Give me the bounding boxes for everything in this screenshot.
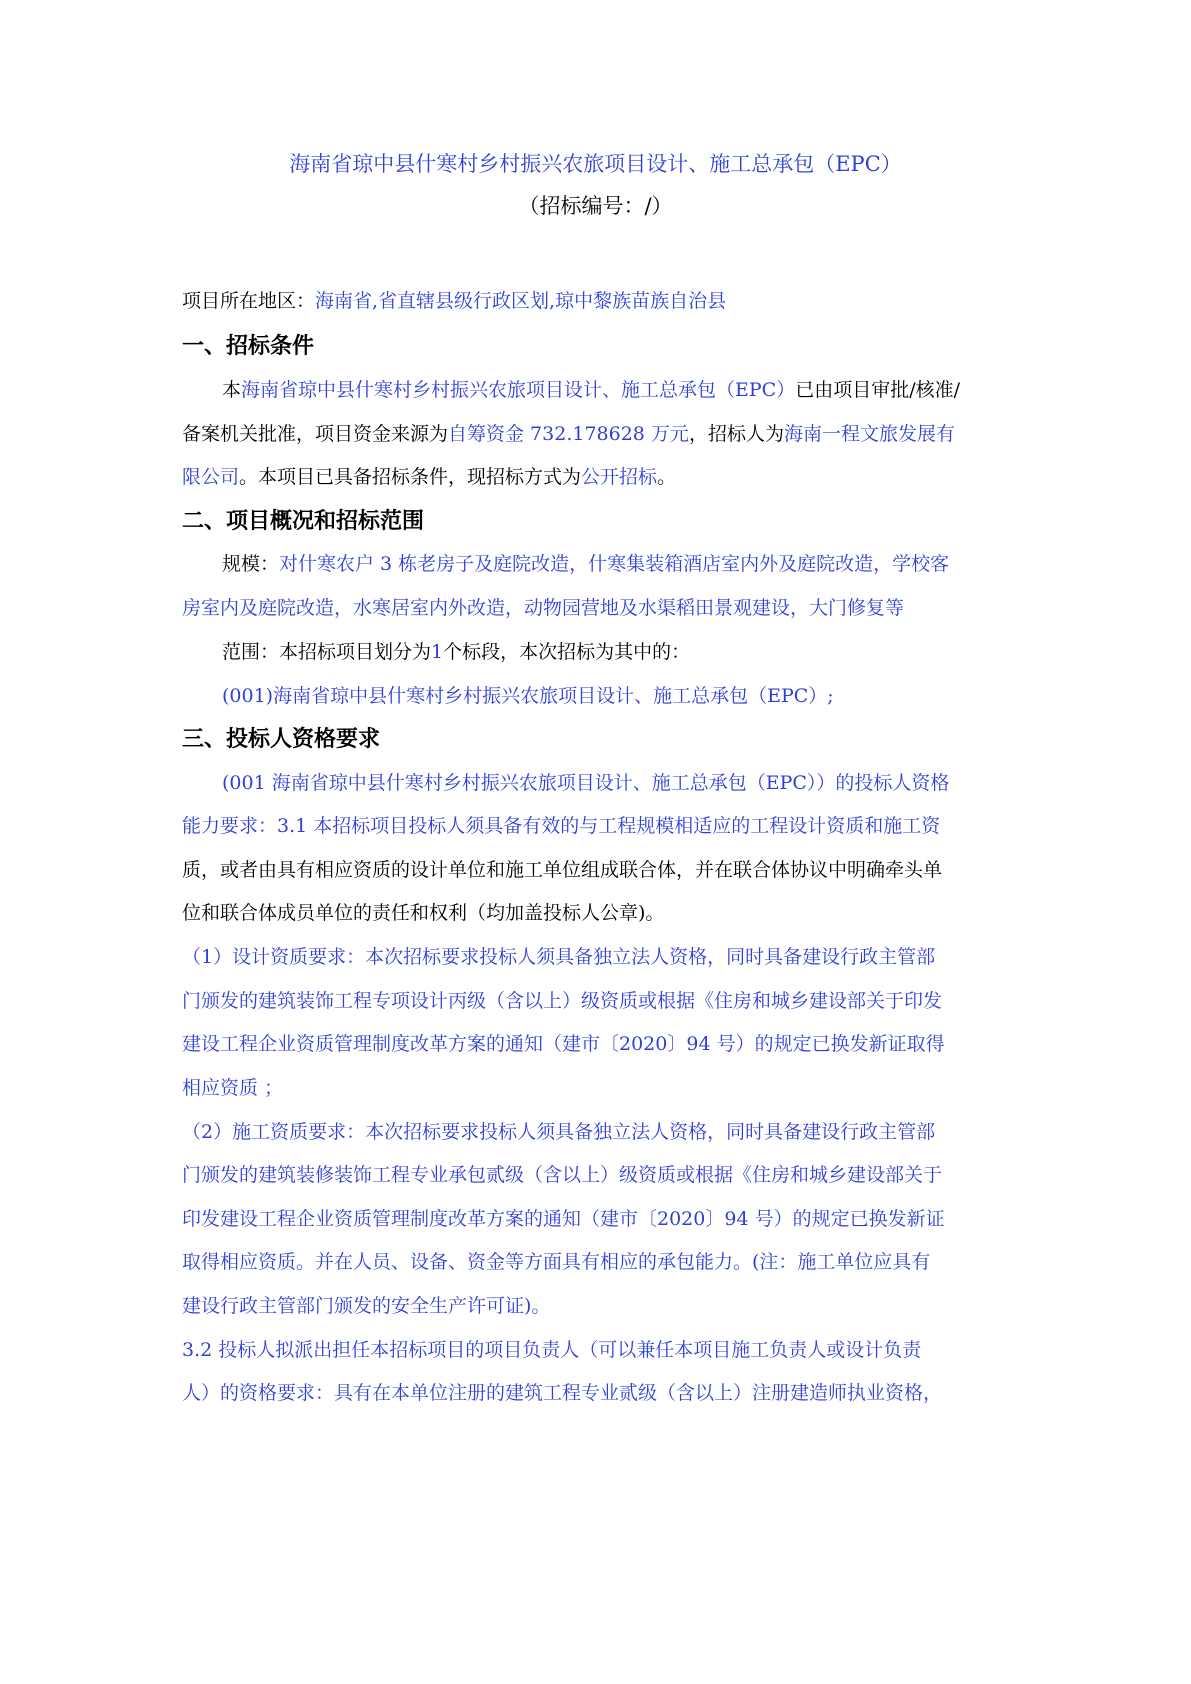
section-1-line-2 [182, 421, 955, 447]
requirement-line: 位和联合体成员单位的责任和权利（均加盖投标人公章)。 [182, 902, 665, 924]
text-run: 范围：本招标项目划分为 [222, 641, 432, 663]
requirement-line: 3.2 投标人拟派出担任本招标项目的项目负责人（可以兼任本项目施工负责人或设计负责 [182, 1339, 922, 1361]
requirement-line: 印发建设工程企业资质管理制度改革方案的通知（建市〔2020〕94 号）的规定已换发新证 [182, 1208, 945, 1230]
funding-source: 自筹资金 732.178628 万元 [448, 423, 689, 445]
requirement-line: 门颁发的建筑装修装饰工程专业承包贰级（含以上）级资质或根据《住房和城乡建设部关于 [182, 1164, 943, 1186]
requirement-line: （2）施工资质要求：本次招标要求投标人须具备独立法人资格，同时具备建设行政主管部 [182, 1121, 936, 1143]
section-1-line-1 [222, 377, 960, 403]
location-value: 海南省,省直辖县级行政区划,琼中黎族苗族自治县 [315, 290, 727, 312]
tender-method: 公开招标 [581, 466, 658, 488]
requirement-line: 取得相应资质。并在人员、设备、资金等方面具有相应的承包能力。(注：施工单位应具有 [182, 1251, 931, 1273]
lot-item: (001)海南省琼中县什寒村乡村振兴农旅项目设计、施工总承包（EPC）; [222, 685, 834, 707]
requirement-line: 能力要求：3.1 本招标项目投标人须具备有效的与工程规模相适应的工程设计资质和施工资 [182, 815, 941, 837]
requirement-line: 门颁发的建筑装饰工程专项设计丙级（含以上）级资质或根据《住房和城乡建设部关于印发 [182, 990, 943, 1012]
range-line [222, 639, 690, 665]
document-title: 海南省琼中县什寒村乡村振兴农旅项目设计、施工总承包（EPC） [289, 152, 902, 176]
text-run: ，招标人为 [688, 423, 784, 445]
requirement-line: 建设行政主管部门颁发的安全生产许可证)。 [182, 1295, 551, 1317]
scale-line-2: 房室内及庭院改造，水寒居室内外改造，动物园营地及水渠稻田景观建设，大门修复等 [182, 597, 905, 619]
project-location [182, 288, 726, 314]
requirement-line: 人）的资格要求：具有在本单位注册的建筑工程专业贰级（含以上）注册建造师执业资格， [182, 1382, 943, 1404]
text-run: 个标段，本次招标为其中的： [443, 641, 691, 663]
tenderer-name: 海南一程文旅发展有 [783, 423, 955, 445]
text-run: 备案机关批准，项目资金来源为 [182, 423, 449, 445]
scale-line-1 [222, 551, 949, 577]
lot-count: 1 [431, 641, 444, 663]
requirement-line: （1）设计资质要求：本次招标要求投标人须具备独立法人资格，同时具备建设行政主管部 [182, 946, 936, 968]
tenderer-name-cont: 限公司 [182, 466, 240, 488]
scale-label: 规模： [222, 553, 280, 575]
project-name: 海南省琼中县什寒村乡村振兴农旅项目设计、施工总承包（EPC） [241, 379, 796, 401]
text-run: 本 [222, 379, 242, 401]
text-run: 。本项目已具备招标条件，现招标方式为 [239, 466, 582, 488]
scale-text: 对什寒农户 3 栋老房子及庭院改造，什寒集装箱酒店室内外及庭院改造，学校客 [279, 553, 950, 575]
section-1-line-3 [182, 464, 676, 490]
requirement-line: 建设工程企业资质管理制度改革方案的通知（建市〔2020〕94 号）的规定已换发新证取得 [182, 1033, 945, 1055]
section-2-heading: 二、项目概况和招标范围 [182, 509, 425, 534]
requirement-line: 质，或者由具有相应资质的设计单位和施工单位组成联合体，并在联合体协议中明确牵头单 [182, 859, 943, 881]
location-label: 项目所在地区： [182, 290, 316, 312]
requirement-line: (001 海南省琼中县什寒村乡村振兴农旅项目设计、施工总承包（EPC））的投标人资格 [222, 772, 950, 794]
text-run: 。 [657, 466, 677, 488]
section-1-heading: 一、招标条件 [182, 334, 315, 359]
tender-number: （招标编号：/） [518, 194, 673, 218]
requirement-line: 相应资质 ； [182, 1077, 284, 1099]
section-3-heading: 三、投标人资格要求 [182, 727, 381, 752]
text-run: 已由项目审批/核准/ [795, 379, 961, 401]
